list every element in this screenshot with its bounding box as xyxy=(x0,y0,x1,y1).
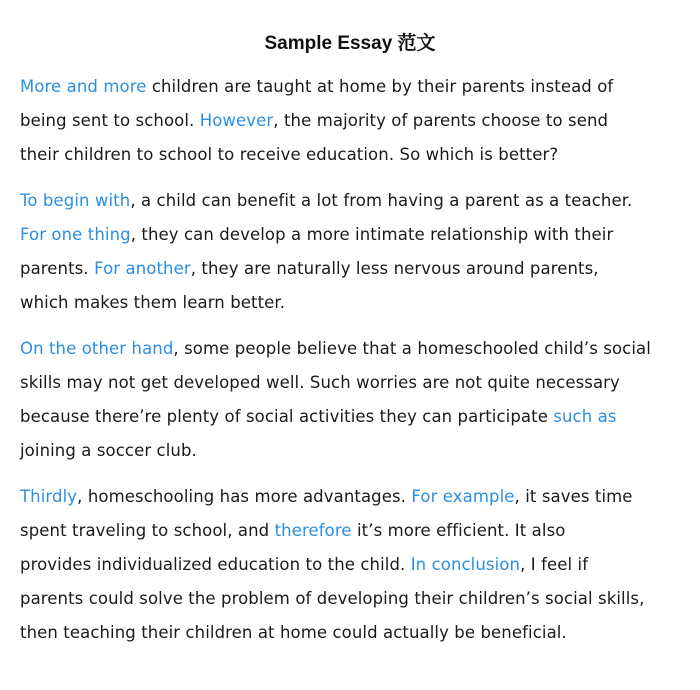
essay-text: because there’re plenty of social activities they can participate xyxy=(20,407,554,426)
essay-paragraph xyxy=(20,70,692,172)
essay-text: it’s more efficient. It also xyxy=(351,521,566,540)
essay-line xyxy=(20,252,692,286)
essay-text: parents. xyxy=(20,259,95,278)
essay-body xyxy=(20,70,700,650)
essay-text: , it saves time xyxy=(514,487,633,506)
transition-phrase: In conclusion xyxy=(410,555,521,574)
essay-line xyxy=(20,70,692,104)
essay-text: parents could solve the problem of developing their children’s social skills, xyxy=(20,589,645,608)
essay-text: , some people believe that a homeschooled child’s social xyxy=(173,339,651,358)
essay-line xyxy=(20,218,692,252)
essay-text: , the majority of parents choose to send xyxy=(273,111,609,130)
essay-text: , they are naturally less nervous around parents, xyxy=(190,259,599,278)
essay-paragraph xyxy=(20,480,692,650)
transition-phrase: Thirdly xyxy=(20,487,78,506)
essay-text: then teaching their children at home could actually be beneficial. xyxy=(20,623,567,642)
essay-text: provides individualized education to the child. xyxy=(20,555,411,574)
transition-phrase: For one thing xyxy=(20,225,131,244)
essay-text: being sent to school. xyxy=(20,111,200,130)
transition-phrase: therefore xyxy=(274,521,352,540)
essay-text: , they can develop a more intimate relationship with their xyxy=(130,225,614,244)
essay-paragraph xyxy=(20,332,692,468)
essay-line xyxy=(20,616,692,650)
essay-paragraph xyxy=(20,184,692,320)
essay-text: their children to school to receive education. So which is better? xyxy=(20,145,559,164)
essay-text: skills may not get developed well. Such worries are not quite necessary xyxy=(20,373,620,392)
essay-text: spent traveling to school, and xyxy=(20,521,275,540)
essay-text: which makes them learn better. xyxy=(20,293,286,312)
essay-line xyxy=(20,582,692,616)
essay-line xyxy=(20,548,692,582)
essay-text: , a child can benefit a lot from having a parent as a teacher. xyxy=(130,191,633,210)
essay-text: children are taught at home by their parents instead of xyxy=(146,77,614,96)
transition-phrase: More and more xyxy=(20,77,147,96)
essay-line xyxy=(20,138,692,172)
essay-text: , homeschooling has more advantages. xyxy=(77,487,412,506)
essay-line xyxy=(20,332,692,366)
transition-phrase: For example xyxy=(411,487,515,506)
transition-phrase: On the other hand xyxy=(20,339,174,358)
transition-phrase: However xyxy=(199,111,274,130)
essay-line xyxy=(20,104,692,138)
transition-phrase: For another xyxy=(94,259,191,278)
essay-line xyxy=(20,480,692,514)
transition-phrase: such as xyxy=(553,407,617,426)
essay-line xyxy=(20,514,692,548)
essay-line xyxy=(20,286,692,320)
essay-line xyxy=(20,184,692,218)
essay-text: , I feel if xyxy=(520,555,589,574)
essay-line xyxy=(20,400,692,434)
transition-phrase: To begin with xyxy=(20,191,131,210)
essay-line xyxy=(20,366,692,400)
essay-text: joining a soccer club. xyxy=(20,441,197,460)
page-title: Sample Essay 范文 xyxy=(264,33,436,54)
essay-line xyxy=(20,434,692,468)
